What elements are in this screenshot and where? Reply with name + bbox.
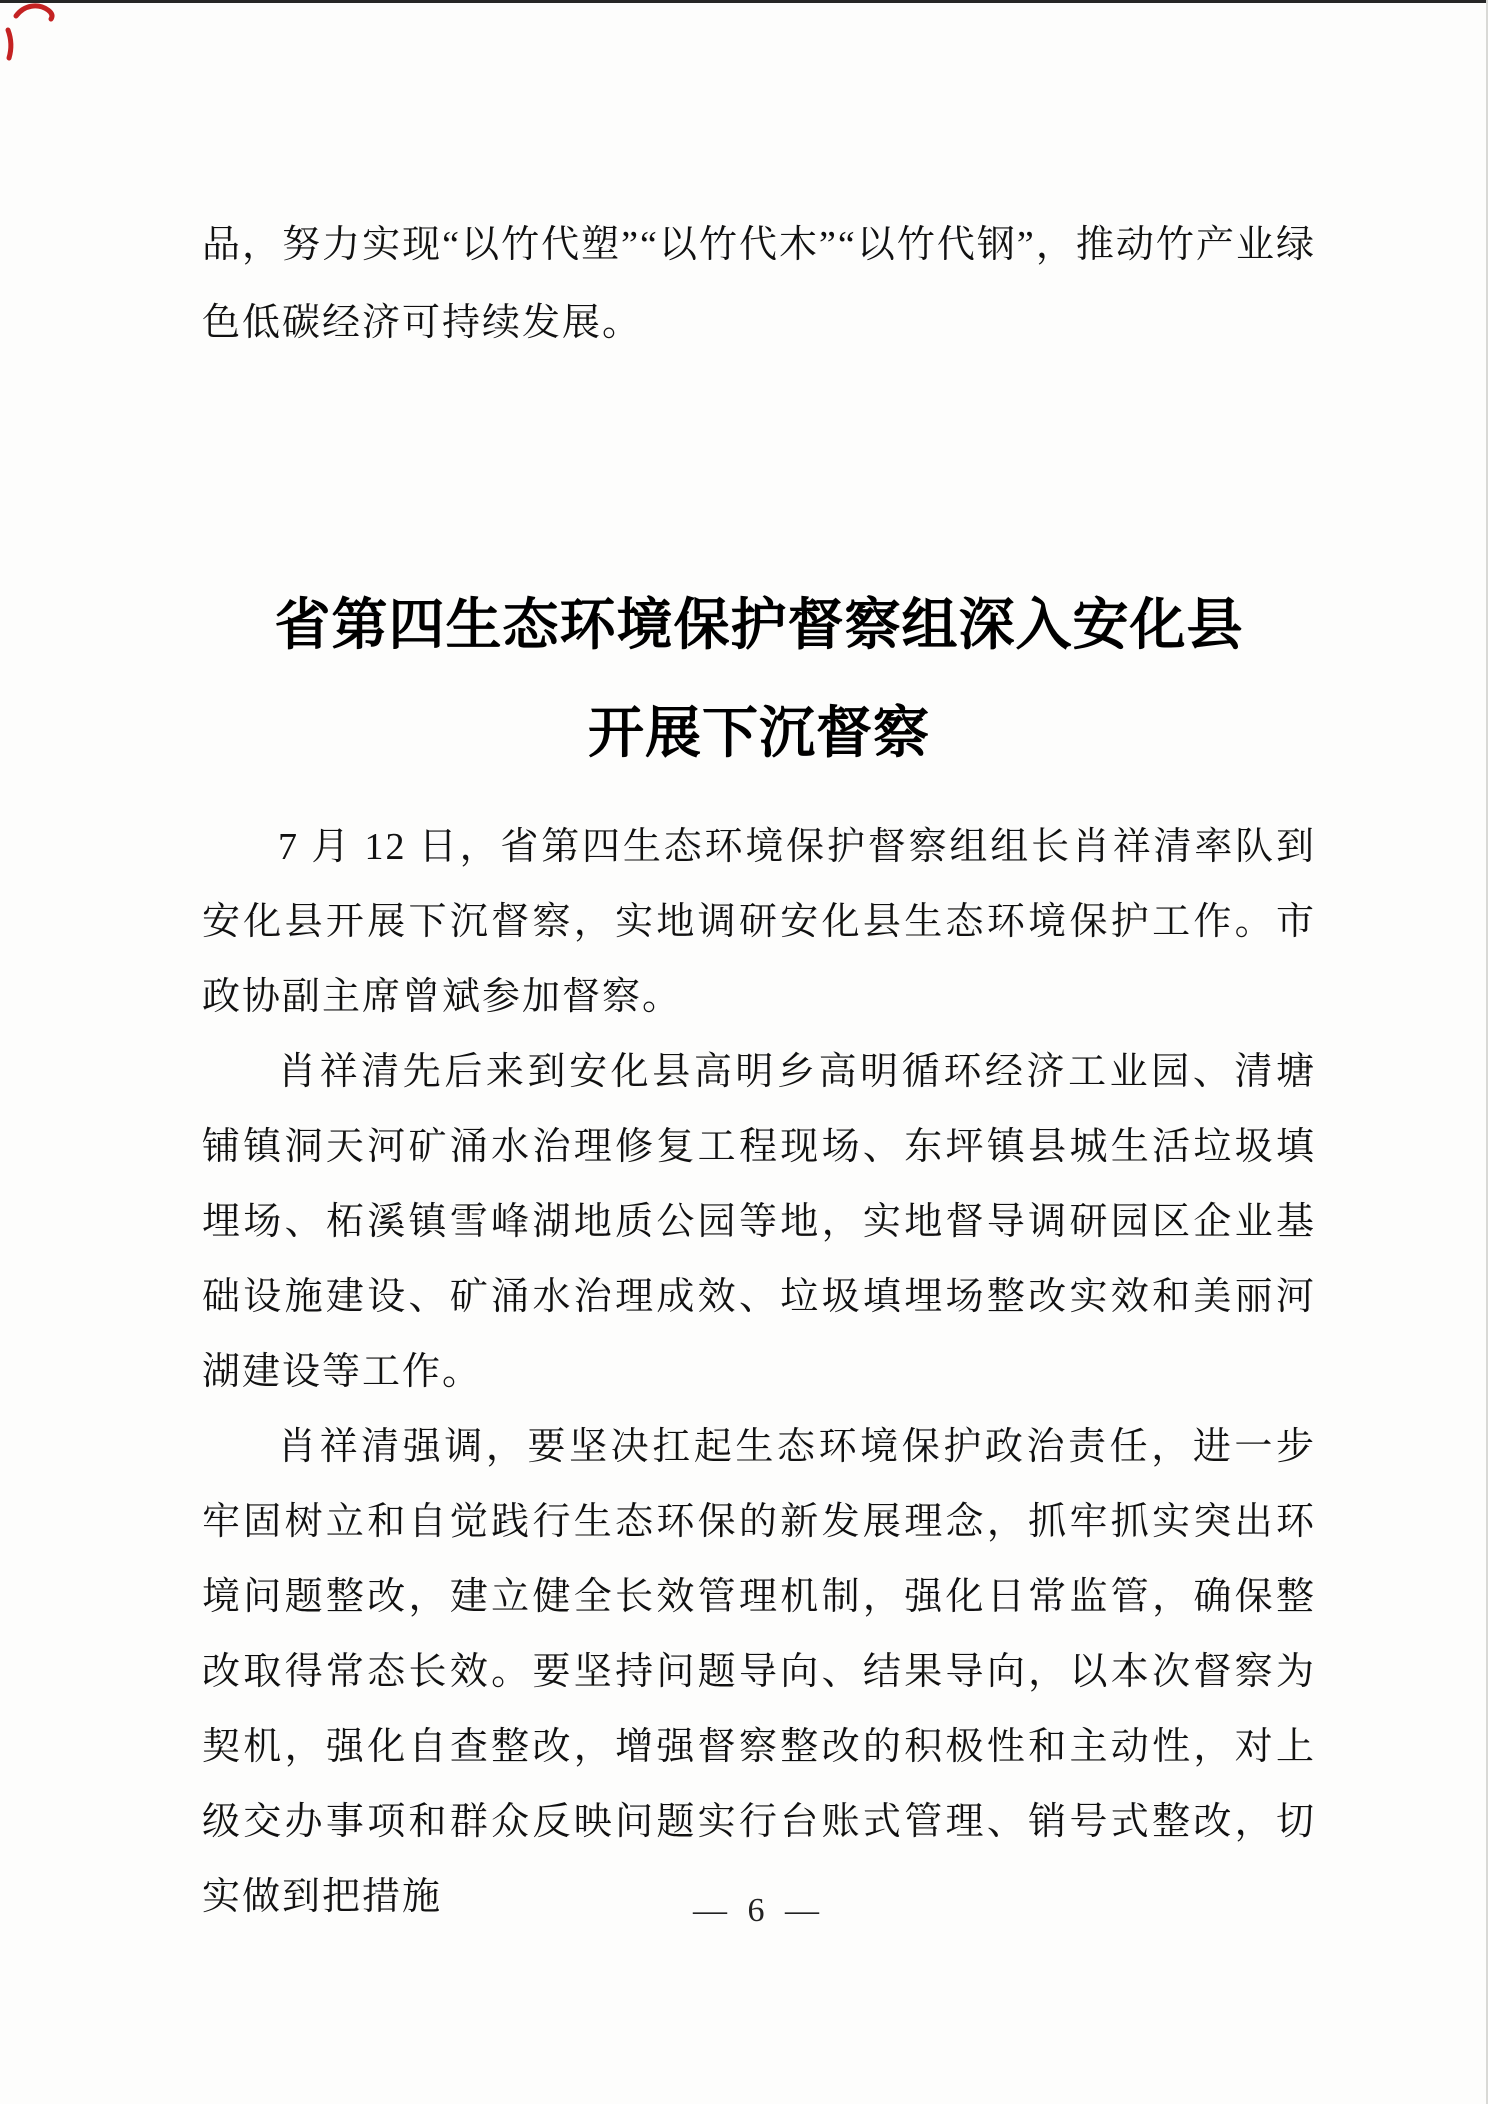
body-paragraph: 7 月 12 日，省第四生态环境保护督察组组长肖祥清率队到安化县开展下沉督察，实地调研安化县生态环境保护工作。市政协副主席曾斌参加督察。: [202, 826, 1316, 1018]
article-body: [202, 810, 1316, 1935]
document-title: [202, 572, 1316, 788]
lead-paragraph: 品，努力实现“以竹代塑”“以竹代木”“以竹代钢”，推动竹产业绿色低碳经济可持续发展。: [202, 224, 1316, 344]
page-number: — 6 —: [693, 1892, 825, 1929]
document-title-line-2: 开展下沉督察: [588, 702, 930, 765]
scan-edge-top: [0, 0, 1488, 3]
body-paragraph: 肖祥清先后来到安化县高明乡高明循环经济工业园、清塘铺镇洞天河矿涌水治理修复工程现场、东坪镇县城生活垃圾填埋场、柘溪镇雪峰湖地质公园等地，实地督导调研园区企业基础设施建设、矿涌水治理成效、垃圾填埋场整改实效和美丽河湖建设等工作。: [202, 1051, 1316, 1393]
red-pen-mark-icon: [0, 0, 80, 80]
body-paragraph: 肖祥清强调，要坚决扛起生态环境保护政治责任，进一步牢固树立和自觉践行生态环保的新发展理念，抓牢抓实突出环境问题整改，建立健全长效管理机制，强化日常监管，确保整改取得常态长效。要坚持问题导向、结果导向，以本次督察为契机，强化自查整改，增强督察整改的积极性和主动性，对上级交办事项和群众反映问题实行台账式管理、销号式整改，切实做到把措施: [202, 1426, 1316, 1918]
document-title-line-1: 省第四生态环境保护督察组深入安化县: [274, 594, 1244, 657]
